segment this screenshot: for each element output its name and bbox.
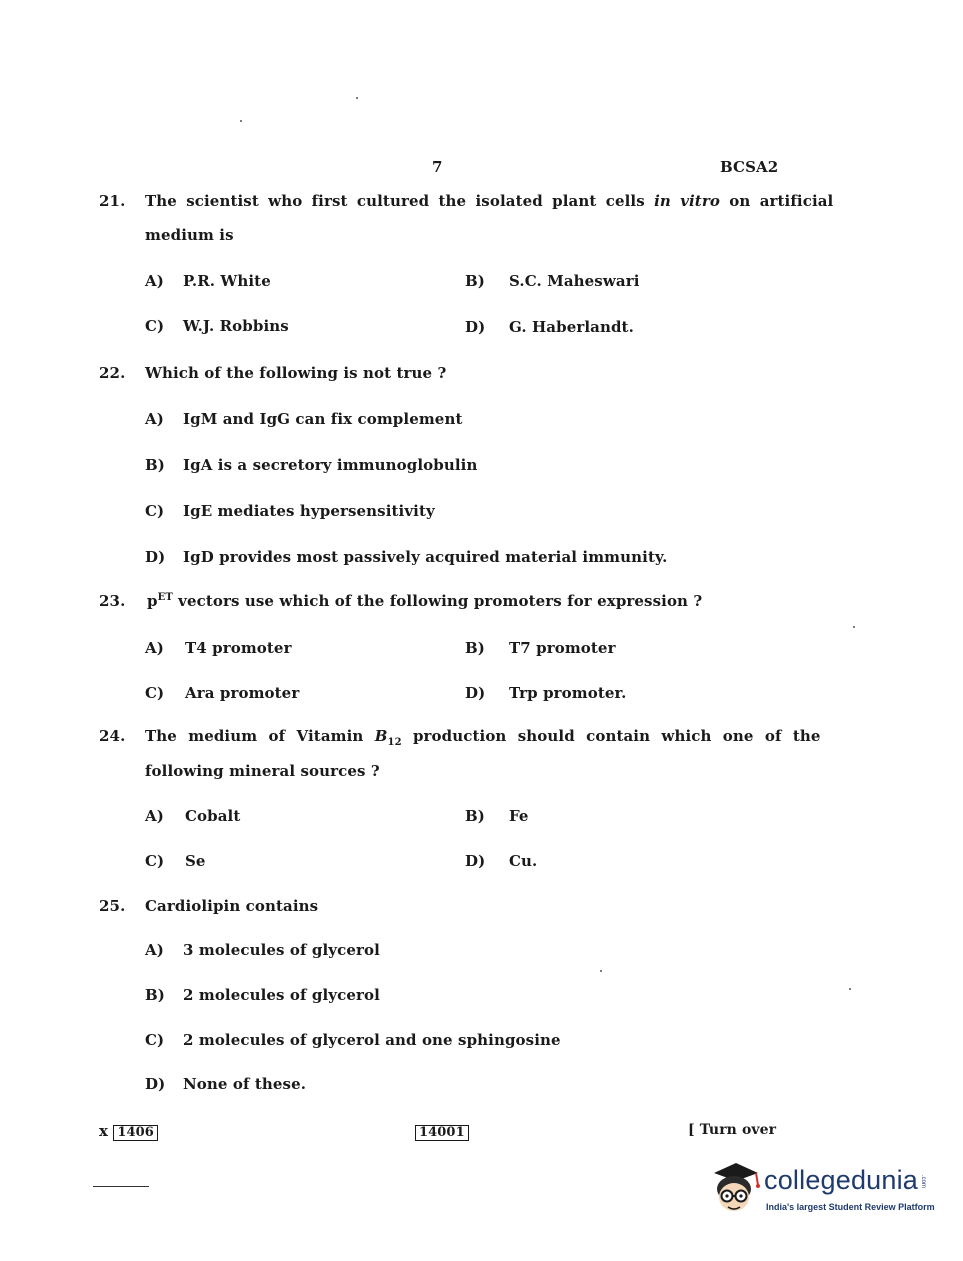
option-text: IgA is a secretory immunoglobulin xyxy=(183,456,478,474)
option-text: IgE mediates hypersensitivity xyxy=(183,502,435,520)
option-letter: D) xyxy=(145,548,166,566)
question-text: $p^{ET}$ vectors use which of the following promoters for expression ? xyxy=(147,592,703,610)
paper-code: BCSA2 xyxy=(720,158,779,176)
question-text: The scientist who first cultured the isolated plant cells in vitro on artificial xyxy=(145,192,834,210)
logo-domain: .com xyxy=(920,1175,926,1189)
question-text-continued: medium is xyxy=(145,226,234,244)
option-text: IgD provides most passively acquired material immunity. xyxy=(183,548,668,566)
question-text: Which of the following is not true ? xyxy=(145,364,447,382)
option-text: S.C. Maheswari xyxy=(509,272,640,290)
option-letter: D) xyxy=(465,852,486,870)
logo-wordmark: collegedunia xyxy=(764,1165,919,1195)
option-text: IgM and IgG can fix complement xyxy=(183,410,463,428)
option-letter: B) xyxy=(465,639,485,657)
option-letter: C) xyxy=(145,852,165,870)
option-letter: B) xyxy=(465,272,485,290)
option-letter: B) xyxy=(465,807,485,825)
option-text: T4 promoter xyxy=(185,639,292,657)
option-letter: B) xyxy=(145,986,165,1004)
option-text: Se xyxy=(185,852,206,870)
option-text: Trp promoter. xyxy=(509,684,627,702)
question-text-continued: following mineral sources ? xyxy=(145,762,380,780)
question-number: 25. xyxy=(99,897,126,915)
option-text: 3 molecules of glycerol xyxy=(183,941,380,959)
collegedunia-logo[interactable] xyxy=(706,1155,936,1225)
scan-speck xyxy=(356,97,358,99)
footer-left-code: x 1406 xyxy=(99,1122,158,1141)
question-number: 24. xyxy=(99,727,126,745)
option-text: Cu. xyxy=(509,852,538,870)
question-number: 23. xyxy=(99,592,126,610)
option-letter: A) xyxy=(145,272,164,290)
question-text: The medium of Vitamin $B_{12}$ production should contain which one of the xyxy=(145,727,821,748)
scan-line xyxy=(93,1186,149,1187)
mascot-icon xyxy=(706,1155,762,1221)
scan-speck xyxy=(600,970,602,972)
option-text: 2 molecules of glycerol xyxy=(183,986,380,1004)
option-letter: A) xyxy=(145,410,164,428)
option-text: Ara promoter xyxy=(185,684,300,702)
page-number: 7 xyxy=(432,158,443,176)
option-letter: C) xyxy=(145,502,165,520)
option-letter: D) xyxy=(465,318,486,336)
option-letter: A) xyxy=(145,639,164,657)
question-number: 22. xyxy=(99,364,126,382)
option-text: 2 molecules of glycerol and one sphingosine xyxy=(183,1031,561,1049)
option-text: P.R. White xyxy=(183,272,271,290)
option-text: None of these. xyxy=(183,1075,307,1093)
option-letter: B) xyxy=(145,456,165,474)
scan-speck xyxy=(853,626,855,628)
turn-over-text: [ Turn over xyxy=(688,1122,777,1138)
footer-center-code: 14001 xyxy=(415,1122,469,1141)
option-letter: A) xyxy=(145,941,164,959)
logo-tagline: India's largest Student Review Platform xyxy=(766,1202,935,1212)
option-text: W.J. Robbins xyxy=(183,317,289,335)
scan-speck xyxy=(240,120,242,122)
option-letter: D) xyxy=(145,1075,166,1093)
option-text: G. Haberlandt. xyxy=(509,318,634,336)
option-letter: C) xyxy=(145,317,165,335)
option-letter: C) xyxy=(145,1031,165,1049)
question-text: Cardiolipin contains xyxy=(145,897,319,915)
scan-speck xyxy=(849,988,851,990)
option-letter: A) xyxy=(145,807,164,825)
option-text: Cobalt xyxy=(185,807,241,825)
option-text: T7 promoter xyxy=(509,639,616,657)
option-letter: C) xyxy=(145,684,165,702)
option-letter: D) xyxy=(465,684,486,702)
option-text: Fe xyxy=(509,807,529,825)
question-number: 21. xyxy=(99,192,126,210)
